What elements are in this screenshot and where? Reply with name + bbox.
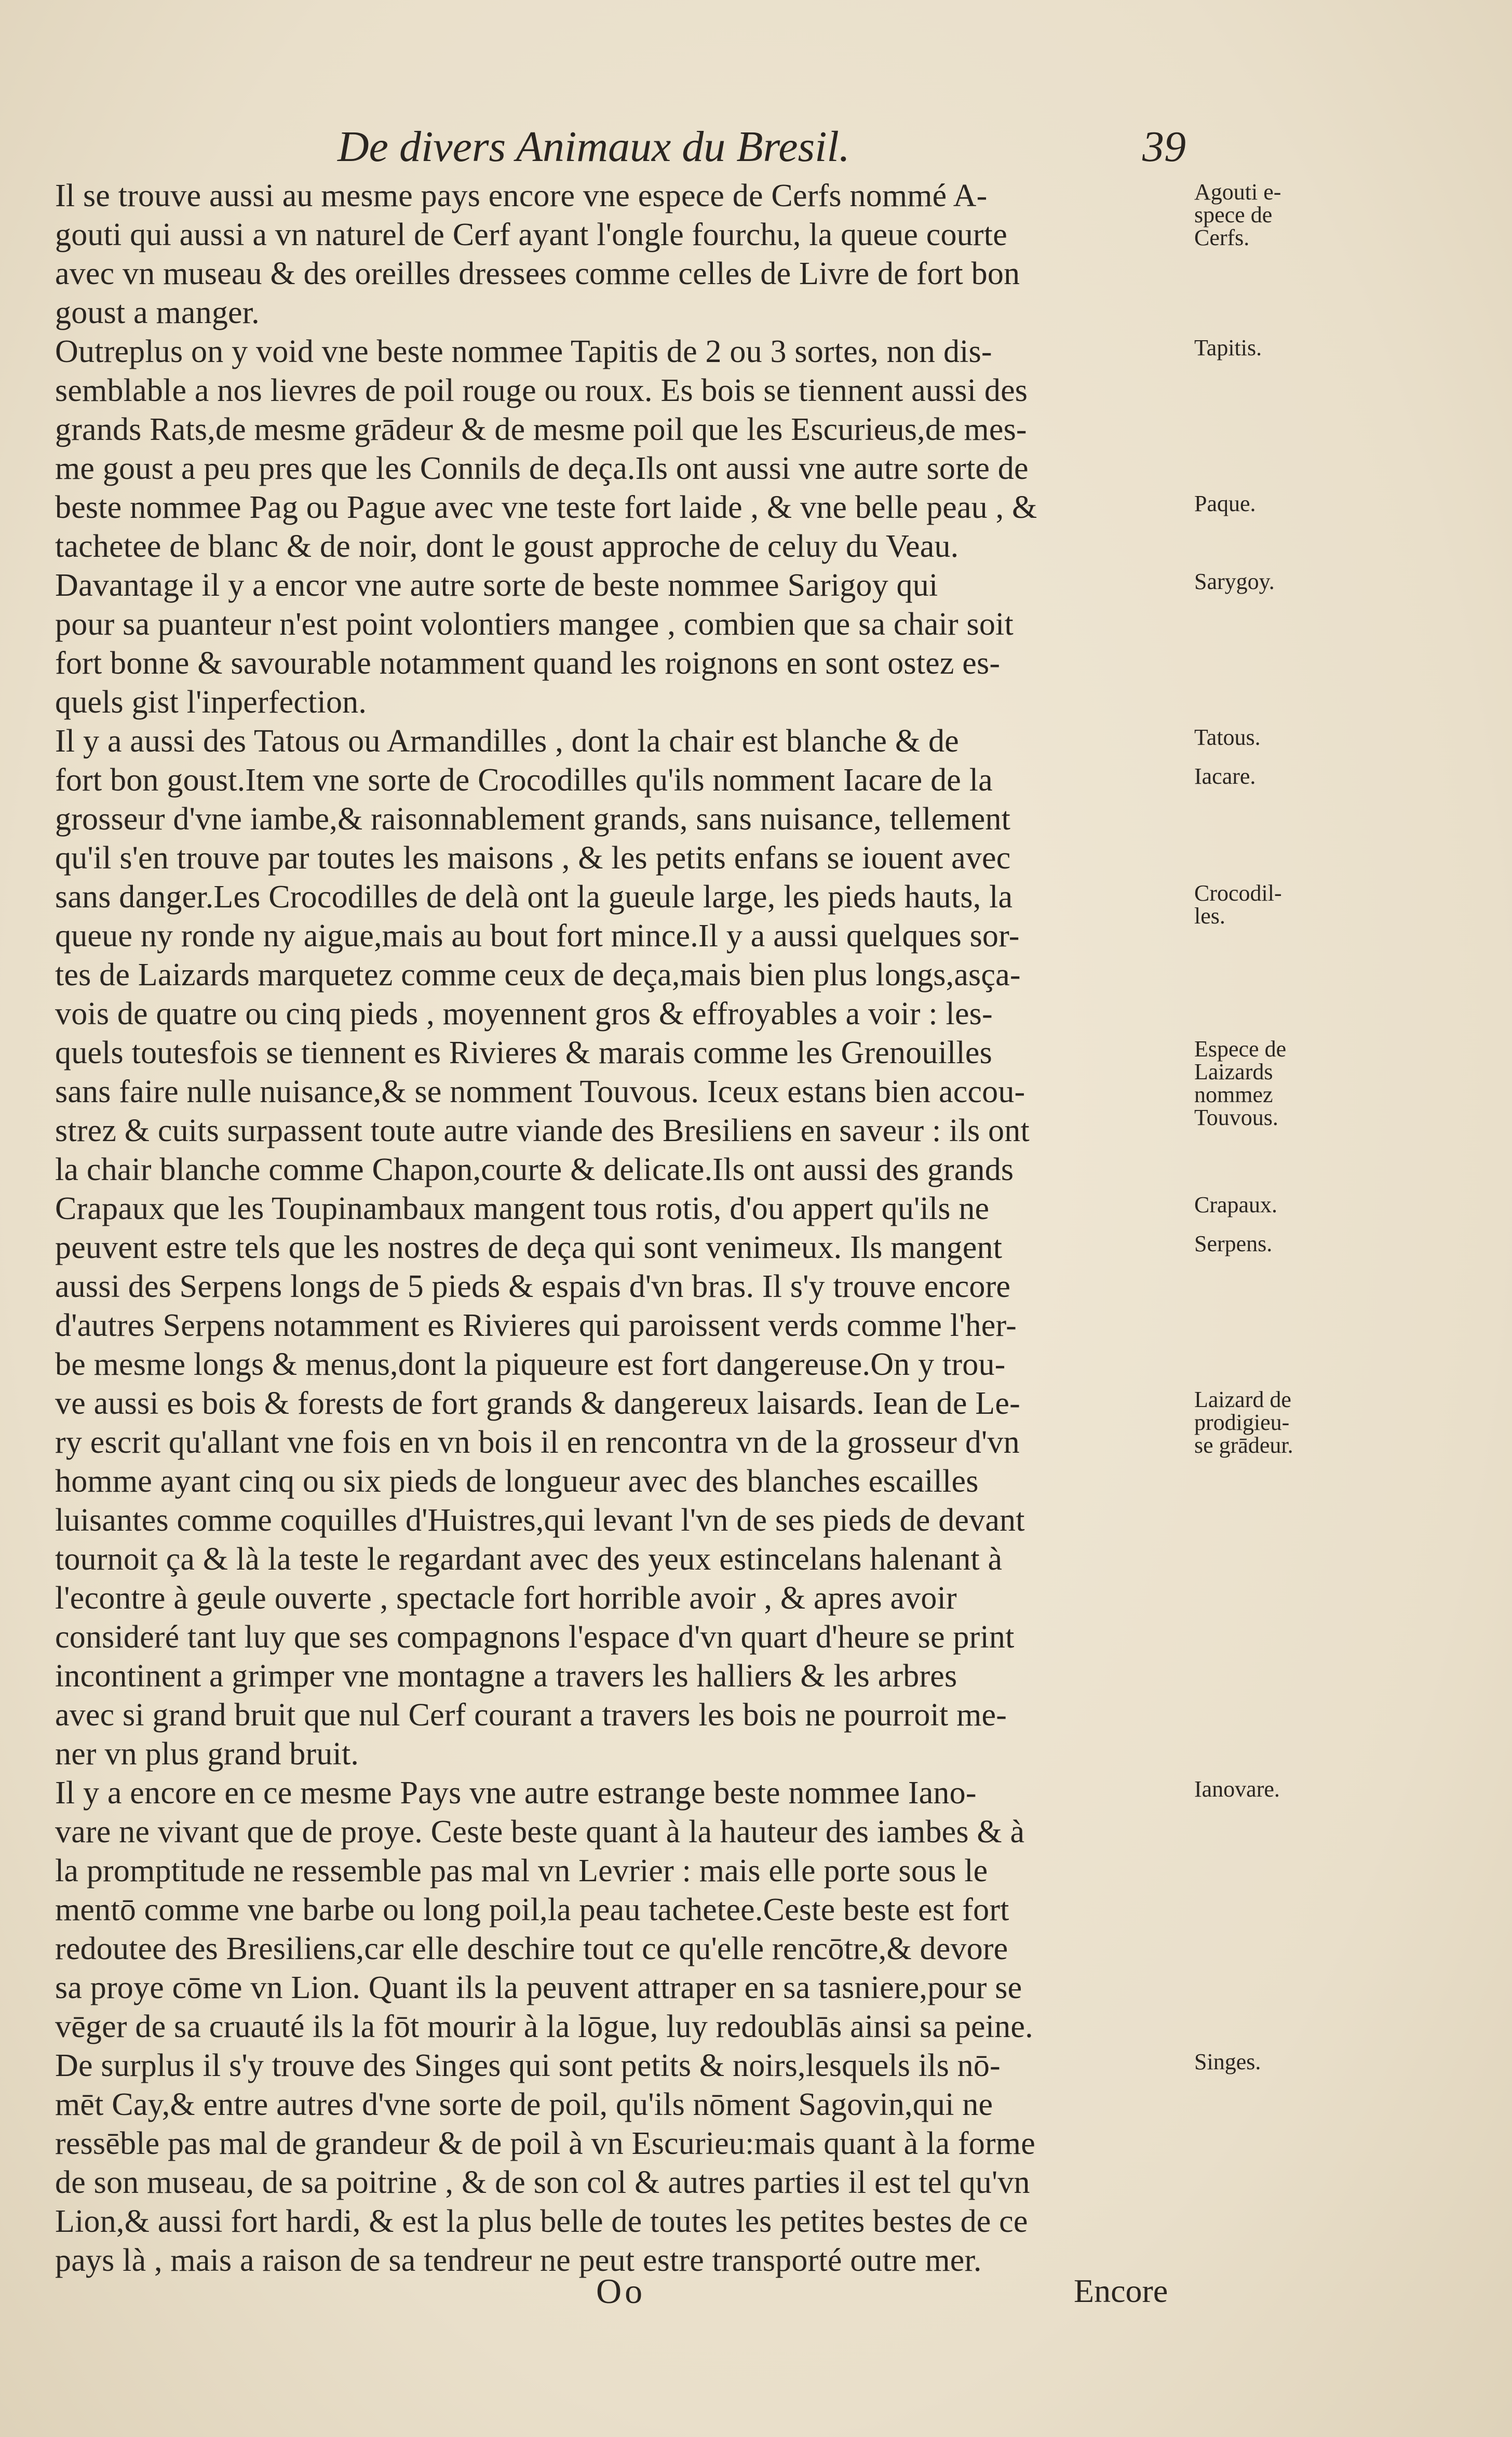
body-text [55, 177, 1192, 2280]
text-line: d'autres Serpens notamment es Rivieres qui paroissent verds comme l'her- [55, 1308, 1017, 1343]
page-header [0, 118, 1512, 176]
text-line: qu'il s'en trouve par toutes les maisons , & les petits enfans se iouent avec [55, 840, 1011, 876]
text-line: strez & cuits surpassent toute autre viande des Bresiliens en saveur : ils ont [55, 1113, 1030, 1148]
text-line: homme ayant cinq ou six pieds de longueur avec des blanches escailles [55, 1464, 979, 1499]
text-line: tachetee de blanc & de noir, dont le goust approche de celuy du Veau. [55, 529, 959, 564]
text-line: be mesme longs & menus,dont la piqueure est fort dangereuse.On y trou- [55, 1347, 1006, 1382]
margin-note: Iacare. [1194, 764, 1256, 789]
text-line: goust a manger. [55, 295, 260, 330]
text-line: pour sa puanteur n'est point volontiers mangee , combien que sa chair soit [55, 607, 1014, 642]
margin-note: Crapaux. [1194, 1192, 1278, 1217]
margin-note: Singes. [1194, 2049, 1261, 2074]
margin-note: Laizard de prodigieu- se grādeur. [1194, 1387, 1293, 1458]
text-line: gouti qui aussi a vn naturel de Cerf ayant l'ongle fourchu, la queue courte [55, 217, 1007, 252]
text-line: peuvent estre tels que les nostres de deça qui sont venimeux. Ils mangent [55, 1230, 1003, 1265]
text-line: consideré tant luy que ses compagnons l'espace d'vn quart d'heure se print [55, 1619, 1015, 1655]
text-line: beste nommee Pag ou Pague avec vne teste fort laide , & vne belle peau , & [55, 490, 1037, 525]
text-line: ner vn plus grand bruit. [55, 1736, 359, 1772]
text-line: ve aussi es bois & forests de fort grands & dangereux laisards. Iean de Le- [55, 1386, 1020, 1421]
text-line: me goust a peu pres que les Connils de deça.Ils ont aussi vne autre sorte de [55, 451, 1029, 486]
text-line: avec si grand bruit que nul Cerf courant a travers les bois ne pourroit me- [55, 1697, 1007, 1733]
text-line: sans danger.Les Crocodilles de delà ont la gueule large, les pieds hauts, la [55, 879, 1013, 915]
text-line: quels gist l'inperfection. [55, 685, 367, 720]
page-footer [0, 2268, 1512, 2314]
margin-note: Espece de Laizards nommez Touvous. [1194, 1036, 1287, 1130]
text-line: Crapaux que les Toupinambaux mangent tous rotis, d'ou appert qu'ils ne [55, 1191, 990, 1226]
text-line: sans faire nulle nuisance,& se nomment Touvous. Iceux estans bien accou- [55, 1074, 1025, 1109]
text-line: mēt Cay,& entre autres d'vne sorte de poil, qu'ils nōment Sagovin,qui ne [55, 2087, 993, 2122]
text-line: grosseur d'vne iambe,& raisonnablement grands, sans nuisance, tellement [55, 801, 1011, 837]
text-line: aussi des Serpens longs de 5 pieds & espais d'vn bras. Il s'y trouve encore [55, 1269, 1011, 1304]
text-line: pays là , mais a raison de sa tendreur ne peut estre transporté outre mer. [55, 2243, 982, 2278]
text-line: queue ny ronde ny aigue,mais au bout fort mince.Il y a aussi quelques sor- [55, 918, 1020, 954]
text-line: luisantes comme coquilles d'Huistres,qui levant l'vn de ses pieds de devant [55, 1503, 1025, 1538]
margin-note: Paque. [1194, 491, 1256, 516]
text-line: de son museau, de sa poitrine , & de son col & autres parties il est tel qu'vn [55, 2165, 1030, 2200]
text-line: Il y a aussi des Tatous ou Armandilles , dont la chair est blanche & de [55, 724, 959, 759]
text-line: De surplus il s'y trouve des Singes qui sont petits & noirs,lesquels ils nō- [55, 2048, 1001, 2083]
margin-note: Sarygoy. [1194, 569, 1275, 594]
text-line: fort bonne & savourable notamment quand les roignons en sont ostez es- [55, 646, 1001, 681]
text-line: Lion,& aussi fort hardi, & est la plus belle de toutes les petites bestes de ce [55, 2204, 1028, 2239]
text-line: semblable a nos lievres de poil rouge ou roux. Es bois se tiennent aussi des [55, 373, 1028, 408]
text-line: vēger de sa cruauté ils la fōt mourir à la lōgue, luy redoublās ainsi sa peine. [55, 2009, 1033, 2044]
margin-note: Ianovare. [1194, 1776, 1280, 1802]
text-line: tes de Laizards marquetez comme ceux de deça,mais bien plus longs,asça- [55, 957, 1021, 993]
margin-note: Serpens. [1194, 1231, 1273, 1256]
text-line: sa proye cōme vn Lion. Quant ils la peuvent attraper en sa tasniere,pour se [55, 1970, 1022, 2005]
signature-mark: Oo [596, 2271, 646, 2311]
text-line: quels toutesfois se tiennent es Rivieres & marais comme les Grenouilles [55, 1035, 992, 1070]
page-number: 39 [1142, 123, 1186, 171]
text-line: la chair blanche comme Chapon,courte & delicate.Ils ont aussi des grands [55, 1152, 1014, 1187]
text-line: Davantage il y a encor vne autre sorte de beste nommee Sarigoy qui [55, 568, 938, 603]
text-line: la promptitude ne ressemble pas mal vn Levrier : mais elle porte sous le [55, 1853, 988, 1889]
margin-note: Tapitis. [1194, 335, 1262, 360]
text-line: Il y a encore en ce mesme Pays vne autre estrange beste nommee Iano- [55, 1775, 977, 1811]
text-line: incontinent a grimper vne montagne a travers les halliers & les arbres [55, 1658, 957, 1694]
text-line: vare ne vivant que de proye. Ceste beste quant à la hauteur des iambes & à [55, 1814, 1025, 1850]
margin-note: Agouti e- spece de Cerfs. [1194, 179, 1281, 250]
margin-note: Tatous. [1194, 725, 1261, 750]
text-line: mentō comme vne barbe ou long poil,la peau tachetee.Ceste beste est fort [55, 1892, 1009, 1927]
text-line: redoutee des Bresiliens,car elle deschire tout ce qu'elle rencōtre,& devore [55, 1931, 1008, 1966]
text-line: Il se trouve aussi au mesme pays encore vne espece de Cerfs nommé A- [55, 178, 988, 213]
text-line: vois de quatre ou cinq pieds , moyennent gros & effroyables a voir : les- [55, 996, 993, 1032]
text-line: avec vn museau & des oreilles dressees comme celles de Livre de fort bon [55, 256, 1020, 291]
text-line: fort bon goust.Item vne sorte de Crocodilles qu'ils nomment Iacare de la [55, 762, 993, 798]
text-line: l'econtre à geule ouverte , spectacle fort horrible avoir , & apres avoir [55, 1581, 957, 1616]
running-head: De divers Animaux du Bresil. [338, 123, 850, 171]
text-line: tournoit ça & là la teste le regardant avec des yeux estincelans halenant à [55, 1542, 1003, 1577]
text-line: grands Rats,de mesme grādeur & de mesme poil que les Escurieus,de mes- [55, 412, 1027, 447]
margin-note: Crocodil- les. [1194, 880, 1282, 929]
text-line: ressēble pas mal de grandeur & de poil à vn Escurieu:mais quant à la forme [55, 2126, 1035, 2161]
catchword: Encore [1074, 2272, 1168, 2309]
text-line: Outreplus on y void vne beste nommee Tapitis de 2 ou 3 sortes, non dis- [55, 334, 992, 369]
text-line: ry escrit qu'allant vne fois en vn bois il en rencontra vn de la grosseur d'vn [55, 1425, 1020, 1460]
